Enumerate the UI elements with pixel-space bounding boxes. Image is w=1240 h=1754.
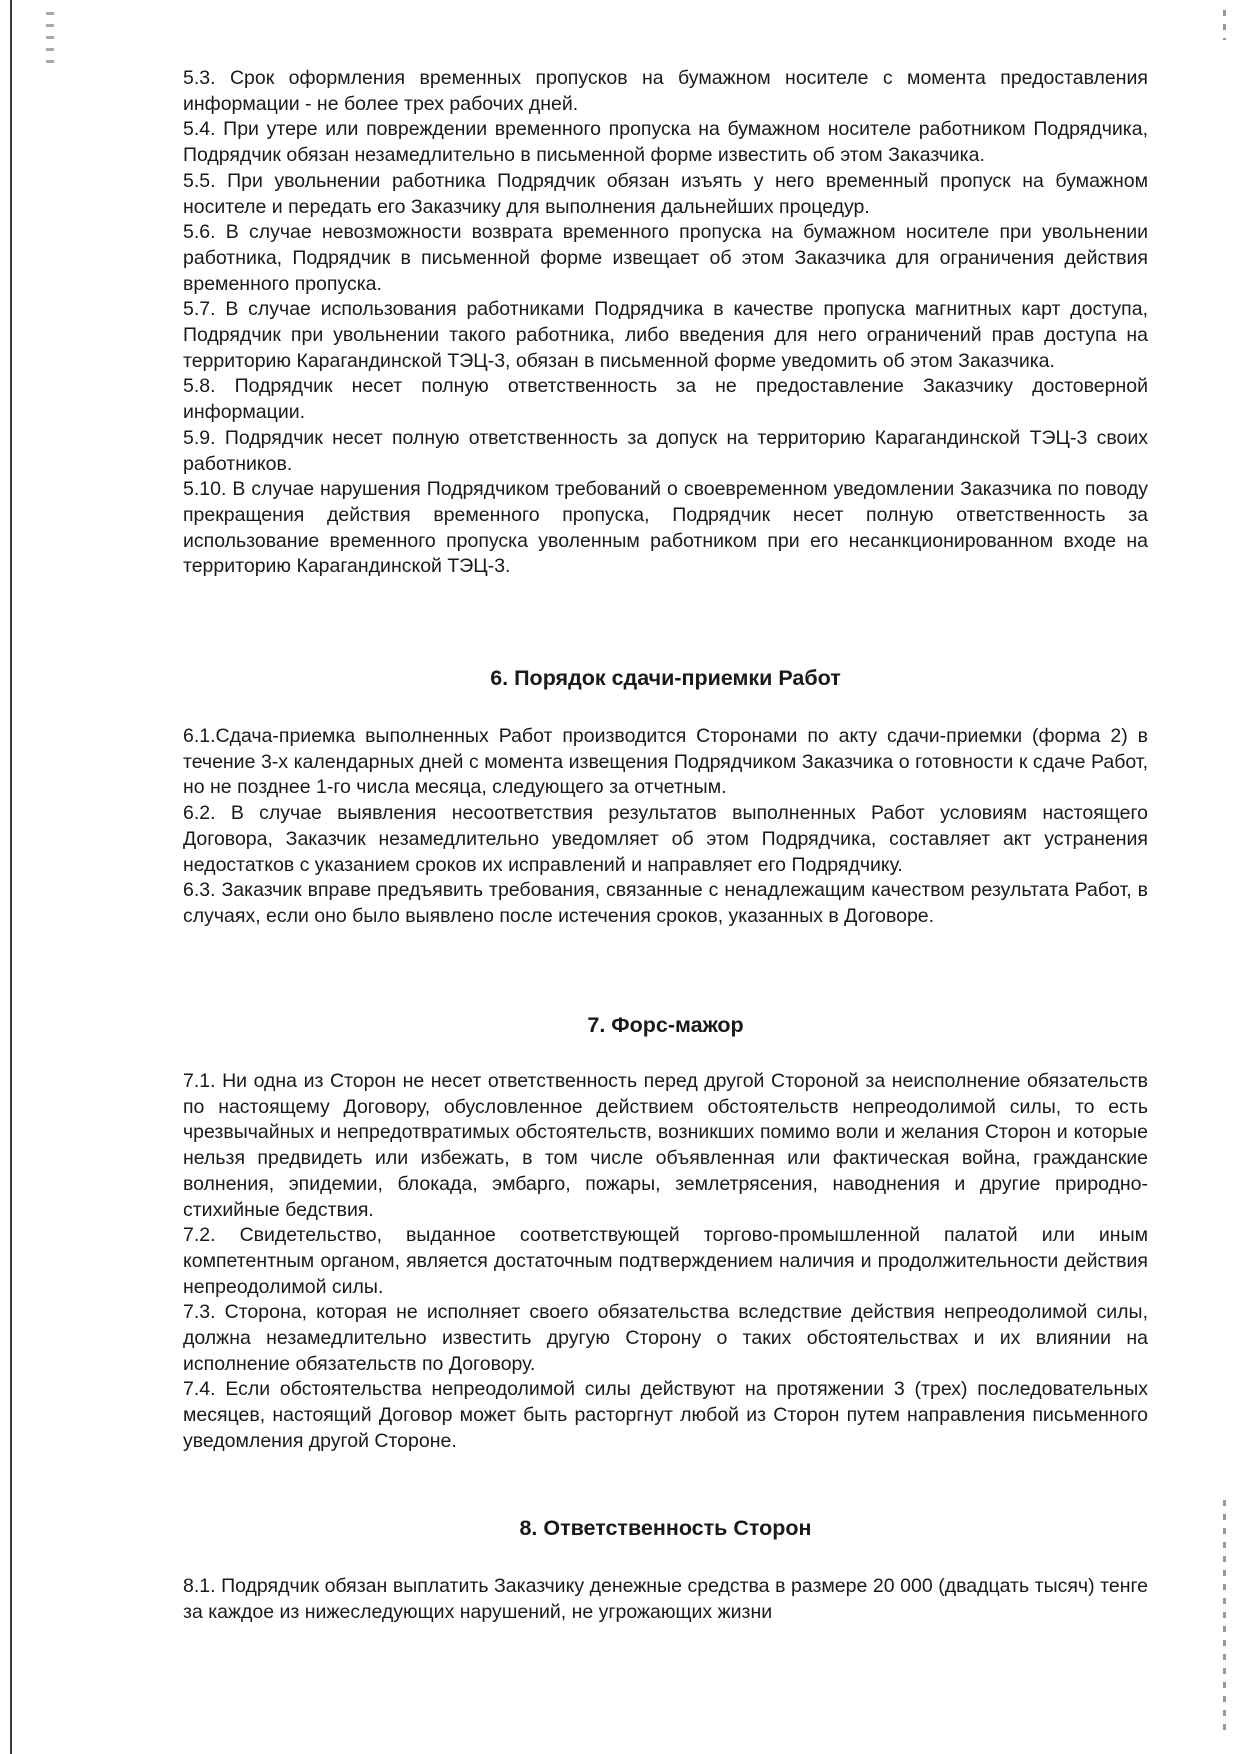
scan-artifact-right-bottom xyxy=(1223,1500,1226,1730)
clause-7-3: 7.3. Сторона, которая не исполняет своего обязательства вследствие действия непреодолимой силы, должна незамедлительно известить другую Сторону о таких обстоятельствах и их влиянии на исполнение обязательств по Договору. xyxy=(183,1301,1148,1375)
clause-7-1: 7.1. Ни одна из Сторон не несет ответственность перед другой Стороной за неисполнение обязательств по настоящему Договору, обусловленное действием обстоятельств непреодолимой силы, то есть чрезвычайных и непредотвратимых обстоятельств, возникших помимо воли и желания Сторон и которые нельзя предвидеть или избежать, в том числе объявленная или фактическая война, гражданские волнения, эпидемии, блокада, эмбарго, пожары, землетрясения, наводнения и другие природно-стихийные бедствия. xyxy=(183,1070,1148,1221)
section-6-heading: 6. Порядок сдачи-приемки Работ xyxy=(490,666,841,690)
clause-5-3: 5.3. Срок оформления временных пропусков на бумажном носителе с момента предоставления информации - не более трех рабочих дней. xyxy=(183,67,1148,115)
clause-7-2: 7.2. Свидетельство, выданное соответствующей торгово-промышленной палатой или иным компетентным органом, является достаточным подтверждением наличия и продолжительности действия непреодолимой силы. xyxy=(183,1224,1148,1298)
clause-6-2: 6.2. В случае выявления несоответствия результатов выполненных Работ условиям настоящего Договора, Заказчик незамедлительно уведомляет об этом Подрядчика, составляет акт устранения недостатков с указанием сроков их исправлений и направляет его Подрядчику. xyxy=(183,802,1148,876)
scan-left-edge xyxy=(10,0,12,1754)
clause-6-1: 6.1.Сдача-приемка выполненных Работ производится Сторонами по акту сдачи-приемки (форма 2) в течение 3-х календарных дней с момента извещения Подрядчиком Заказчика о готовности к сдаче Работ, но не позднее 1-го числа месяца, следующего за отчетным. xyxy=(183,725,1148,799)
clause-6-3: 6.3. Заказчик вправе предъявить требования, связанные с ненадлежащим качеством результата Работ, в случаях, если оно было выявлено после истечения сроков, указанных в Договоре. xyxy=(183,879,1148,927)
section-8-heading: 8. Ответственность Сторон xyxy=(519,1516,812,1540)
clause-5-8: 5.8. Подрядчик несет полную ответственность за не предоставление Заказчику достоверной информации. xyxy=(183,375,1148,424)
clause-5-10: 5.10. В случае нарушения Подрядчиком требований о своевременном уведомлении Заказчика по поводу прекращения действия временного пропуска, Подрядчик несет полную ответственность за использование временного пропуска уволенным работником при его несанкционированном входе на территорию Карагандинской ТЭЦ-3. xyxy=(183,478,1148,578)
clause-5-9: 5.9. Подрядчик несет полную ответственность за допуск на территорию Карагандинской ТЭЦ-3 своих работников. xyxy=(183,426,1148,475)
clause-8-1: 8.1. Подрядчик обязан выплатить Заказчику денежные средства в размере 20 000 (двадцать тысяч) тенге за каждое из нижеследующих нарушений, не угрожающих жизни xyxy=(183,1575,1148,1623)
clause-5-7: 5.7. В случае использования работниками Подрядчика в качестве пропуска магнитных карт доступа, Подрядчик при увольнении такого работника, либо введения для него ограничений прав доступа на территорию Карагандинской ТЭЦ-3, обязан в письменной форме уведомить об этом Заказчика. xyxy=(183,298,1148,372)
section-7 xyxy=(183,1069,1148,1455)
clause-5-4: 5.4. При утере или повреждении временного пропуска на бумажном носителе работником Подрядчика, Подрядчик обязан незамедлительно в письменной форме известить об этом Заказчика. xyxy=(183,118,1148,167)
section-6 xyxy=(183,724,1148,930)
clause-5-6: 5.6. В случае невозможности возврата временного пропуска на бумажном носителе при увольнении работника, Подрядчик в письменной форме извещает об этом Заказчика для ограничения действия временного пропуска. xyxy=(183,221,1148,295)
clause-5-5: 5.5. При увольнении работника Подрядчик обязан изъять у него временный пропуск на бумажном носителе и передать его Заказчику для выполнения дальнейших процедур. xyxy=(183,169,1148,218)
section-5 xyxy=(183,66,1148,580)
clause-7-4: 7.4. Если обстоятельства непреодолимой силы действуют на протяжении 3 (трех) последовательных месяцев, настоящий Договор может быть расторгнут любой из Сторон путем направления письменного уведомления другой Стороне. xyxy=(183,1378,1148,1452)
scan-artifact-right-top xyxy=(1223,10,1226,40)
section-8 xyxy=(183,1574,1148,1625)
section-7-heading: 7. Форс-мажор xyxy=(587,1013,744,1037)
scan-artifact-top-left xyxy=(46,12,54,72)
